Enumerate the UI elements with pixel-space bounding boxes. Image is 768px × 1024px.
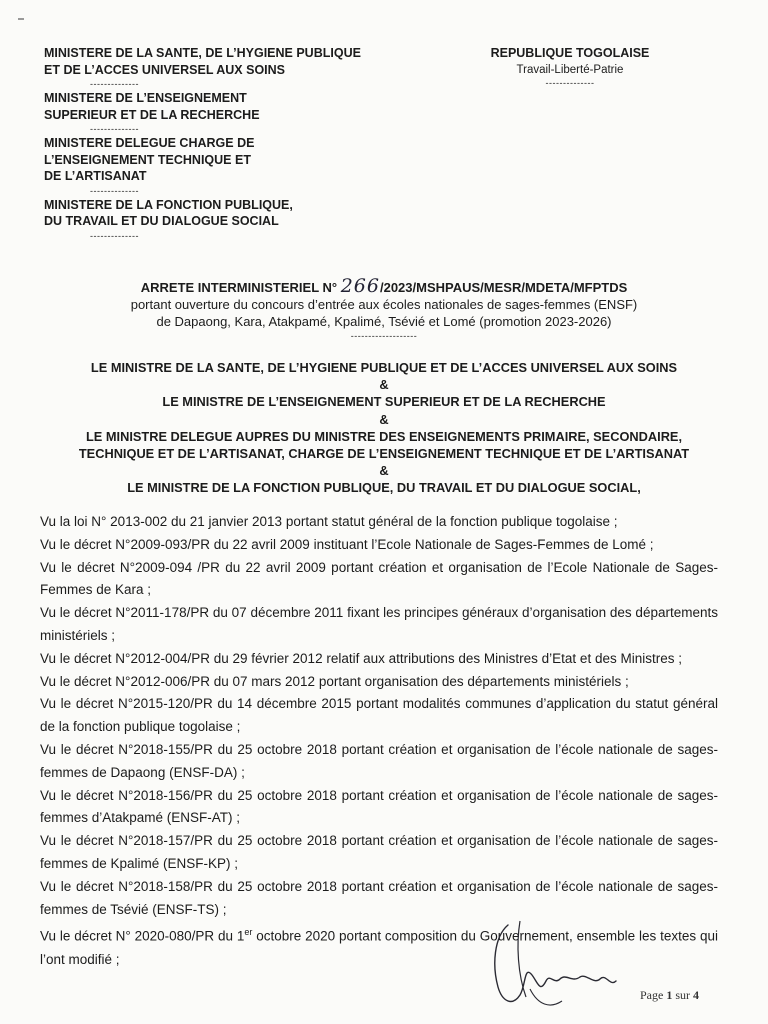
ordinal-suffix: er	[244, 927, 253, 938]
scan-mark	[18, 18, 24, 20]
consideration-item: Vu le décret N°2018-156/PR du 25 octobre 2018 portant création et organisation de l’école nationale de sages-femmes d’Atakpamé (ENSF-AT) ;	[40, 787, 718, 826]
separator: --------------	[90, 230, 139, 241]
separator: --------------	[90, 79, 139, 89]
separator: --------------	[545, 78, 595, 88]
consideration-item: Vu le décret N°2009-094 /PR du 22 avril 2009 portant création et organisation de l’Ecole Nationale de Sages-Femmes de Kara ;	[40, 559, 718, 598]
ministry-technical-education	[44, 135, 384, 185]
consideration-item: Vu le décret N°2012-004/PR du 29 février 2012 relatif aux attributions des Ministres d’Etat et des Ministres ;	[40, 650, 682, 666]
separator: --------------	[90, 124, 139, 134]
ministry-line: DE L’ARTISANAT	[44, 169, 147, 183]
minister-line: LE MINISTRE DELEGUE AUPRES DU MINISTRE DES ENSEIGNEMENTS PRIMAIRE, SECONDAIRE,	[85, 428, 683, 444]
consideration-item: Vu le décret N°2015-120/PR du 14 décembre 2015 portant modalités communes d’application du statut général de la fonction publique togolaise ;	[40, 696, 718, 735]
minister-line: LE MINISTRE DE L’ENSEIGNEMENT SUPERIEUR ET DE LA RECHERCHE	[162, 394, 606, 410]
minister-line: LE MINISTRE DE LA FONCTION PUBLIQUE, DU TRAVAIL ET DU DIALOGUE SOCIAL,	[127, 480, 641, 496]
republic-header	[470, 45, 670, 89]
separator: --------------	[90, 185, 139, 196]
ministry-public-service	[44, 197, 384, 230]
consideration-item: Vu le décret N°2012-006/PR du 07 mars 2012 portant organisation des départements ministériels ;	[40, 673, 629, 689]
separator: -------------------	[350, 331, 418, 341]
page-label: Page	[640, 988, 664, 1002]
page-number: 1	[666, 988, 673, 1002]
consideration-text: Vu le décret N° 2020-080/PR du 1	[40, 928, 245, 944]
page-footer	[640, 988, 699, 1003]
decree-subject-line: de Dapaong, Kara, Atakpamé, Kpalimé, Tsévié et Lomé (promotion 2023-2026)	[156, 314, 612, 329]
consideration-text: octobre 2020 portant composition du Gouvernement, ensemble les textes qui l’ont modifié ;	[40, 928, 718, 967]
minister-line: TECHNIQUE ET DE L’ARTISANAT, CHARGE DE L’ENSEIGNEMENT TECHNIQUE ET DE L’ARTISANAT	[78, 446, 690, 462]
ministry-line: MINISTERE DE LA SANTE, DE L’HYGIENE PUBLIQUE	[44, 46, 361, 60]
ministry-line: L’ENSEIGNEMENT TECHNIQUE ET	[44, 152, 251, 167]
decree-prefix: ARRETE INTERMINISTERIEL N°	[140, 280, 341, 295]
ampersand: &	[379, 411, 389, 427]
ministers-block	[30, 359, 738, 497]
ampersand: &	[379, 463, 389, 479]
decree-subject-line: portant ouverture du concours d’entrée aux écoles nationales de sages-femmes (ENSF)	[130, 297, 638, 312]
decree-title-block	[40, 275, 728, 342]
ministry-line: ET DE L’ACCES UNIVERSEL AUX SOINS	[44, 62, 286, 77]
consideration-item: Vu le décret N°2018-155/PR du 25 octobre 2018 portant création et organisation de l’école nationale de sages-femmes de Dapaong (ENSF-DA) ;	[40, 741, 718, 780]
consideration-item: Vu le décret N°2009-093/PR du 22 avril 2009 instituant l’Ecole Nationale de Sages-Femmes de Lomé ;	[40, 536, 654, 552]
ministry-line: SUPERIEUR ET DE LA RECHERCHE	[44, 107, 260, 122]
ministry-line: MINISTERE DE L’ENSEIGNEMENT	[44, 91, 247, 105]
consideration-item: Vu la loi N° 2013-002 du 21 janvier 2013 portant statut général de la fonction publique togolaise ;	[40, 514, 618, 529]
consideration-item: Vu le décret N°2018-158/PR du 25 octobre 2018 portant création et organisation de l’école nationale de sages-femmes de Tsévié (ENSF-TS) ;	[40, 878, 718, 917]
ministry-line: MINISTERE DE LA FONCTION PUBLIQUE,	[44, 197, 293, 212]
page-total: 4	[693, 988, 699, 1002]
page-of-label: sur	[675, 988, 690, 1002]
decree-suffix: /2023/MSHPAUS/MESR/MDETA/MFPTDS	[379, 280, 628, 295]
signature-icon	[490, 915, 620, 1015]
ampersand: &	[379, 377, 389, 393]
considerations-list	[40, 511, 718, 971]
decree-number-handwritten: 266	[340, 275, 380, 297]
republic-title: REPUBLIQUE TOGOLAISE	[490, 46, 650, 60]
republic-motto: Travail-Liberté-Patrie	[516, 63, 624, 76]
consideration-item: Vu le décret N°2018-157/PR du 25 octobre 2018 portant création et organisation de l’école nationale de sages-femmes de Kpalimé (ENSF-KP) ;	[40, 833, 718, 871]
minister-line: LE MINISTRE DE LA SANTE, DE L’HYGIENE PUBLIQUE ET DE L’ACCES UNIVERSEL AUX SOINS	[90, 360, 678, 375]
ministry-line: MINISTERE DELEGUE CHARGE DE	[44, 136, 255, 150]
ministry-line: DU TRAVAIL ET DU DIALOGUE SOCIAL	[44, 214, 279, 228]
ministry-health	[44, 45, 384, 78]
ministries-header	[44, 45, 384, 242]
consideration-item: Vu le décret N°2011-178/PR du 07 décembre 2011 fixant les principes généraux d’organisation des départements ministériels ;	[40, 605, 718, 643]
ministry-higher-education	[44, 90, 384, 123]
decree-title	[40, 275, 728, 297]
